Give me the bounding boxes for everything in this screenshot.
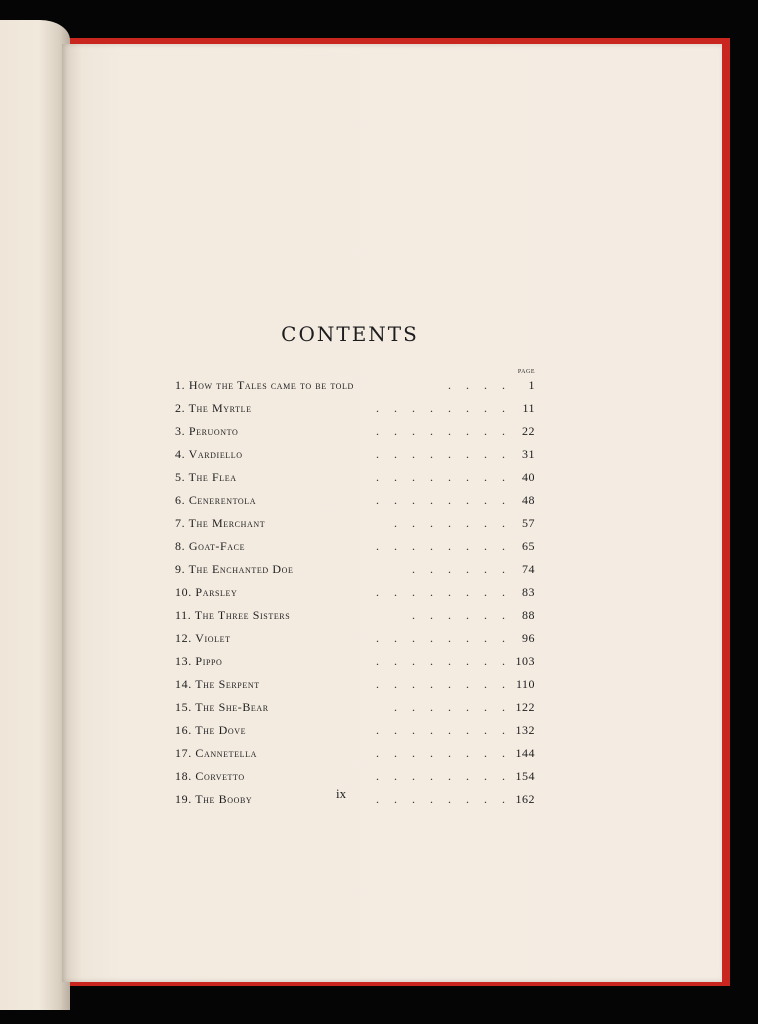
toc-entry (175, 558, 535, 581)
toc-entry (175, 420, 535, 443)
toc-entry-number: 16. (175, 723, 192, 737)
page-number: ix (336, 786, 347, 801)
toc-entry-page: 22 (522, 424, 535, 438)
left-page-curl (0, 20, 70, 1010)
toc-leader-dots: . . . . . . . . (376, 769, 505, 783)
toc-entry-name: The Booby (195, 792, 253, 806)
toc-entry-name: Parsley (195, 585, 238, 599)
toc-leader-dots: . . . . (448, 378, 505, 392)
toc-entry-title (175, 581, 237, 604)
toc-entry (175, 443, 535, 466)
toc-entry-page: 132 (515, 723, 535, 737)
toc-entry-title (175, 397, 252, 420)
toc-entry-page: 154 (515, 769, 535, 783)
toc-entry-name: Goat-Face (188, 539, 246, 553)
toc-entry-number: 3. (175, 424, 186, 438)
toc-entry-page: 74 (522, 562, 535, 576)
toc-leader-dots: . . . . . . . . (376, 746, 505, 760)
toc-entry-name: Cannetella (195, 746, 257, 760)
toc-entry-page: 1 (528, 378, 535, 392)
toc-entry (175, 604, 535, 627)
toc-entry-title (175, 558, 293, 581)
contents-list (175, 374, 535, 811)
toc-entry (175, 765, 535, 788)
toc-leader-dots: . . . . . . . . (376, 723, 505, 737)
toc-entry (175, 397, 535, 420)
toc-leader-dots: . . . . . . (412, 608, 505, 622)
toc-entry-page: 122 (515, 700, 535, 714)
toc-entry-number: 15. (175, 700, 192, 714)
toc-entry-title (175, 489, 256, 512)
toc-entry-number: 4. (175, 447, 186, 461)
toc-entry (175, 374, 535, 397)
toc-entry-name: The She-Bear (195, 700, 269, 714)
toc-leader-dots: . . . . . . (412, 562, 505, 576)
toc-entry-name: The Myrtle (188, 401, 252, 415)
toc-entry-number: 12. (175, 631, 192, 645)
toc-entry-title (175, 374, 354, 397)
toc-entry-page: 11 (522, 401, 535, 415)
toc-entry-number: 10. (175, 585, 192, 599)
toc-entry-number: 1. (175, 378, 186, 392)
toc-entry-title (175, 604, 290, 627)
toc-entry-page: 57 (522, 516, 535, 530)
toc-entry-page: 31 (522, 447, 535, 461)
toc-entry (175, 650, 535, 673)
toc-entry-number: 14. (175, 677, 192, 691)
toc-entry (175, 581, 535, 604)
toc-entry-name: How the Tales came to be told (188, 378, 354, 392)
toc-entry-title (175, 696, 269, 719)
toc-entry-title (175, 650, 222, 673)
toc-entry-name: Peruonto (188, 424, 239, 438)
toc-entry-number: 11. (175, 608, 192, 622)
toc-entry (175, 535, 535, 558)
toc-leader-dots: . . . . . . . . (376, 447, 505, 461)
toc-entry-number: 19. (175, 792, 192, 806)
toc-entry-number: 8. (175, 539, 186, 553)
toc-entry (175, 673, 535, 696)
toc-leader-dots: . . . . . . . . (376, 677, 505, 691)
toc-entry-name: The Serpent (195, 677, 260, 691)
toc-entry-number: 9. (175, 562, 186, 576)
toc-entry-name: Violet (195, 631, 231, 645)
toc-entry-number: 2. (175, 401, 186, 415)
toc-entry-name: Pippo (195, 654, 223, 668)
toc-leader-dots: . . . . . . . . (376, 493, 505, 507)
toc-entry-title (175, 535, 245, 558)
toc-entry-page: 88 (522, 608, 535, 622)
toc-leader-dots: . . . . . . . . (376, 539, 505, 553)
toc-leader-dots: . . . . . . . . (376, 470, 505, 484)
toc-leader-dots: . . . . . . . . (376, 585, 505, 599)
toc-entry-page: 144 (515, 746, 535, 760)
toc-entry-title (175, 788, 252, 811)
toc-leader-dots: . . . . . . . . (376, 424, 505, 438)
toc-entry-number: 18. (175, 769, 192, 783)
toc-leader-dots: . . . . . . . . (376, 631, 505, 645)
toc-entry-name: Corvetto (195, 769, 245, 783)
toc-entry-page: 96 (522, 631, 535, 645)
toc-entry-name: The Enchanted Doe (188, 562, 294, 576)
toc-entry (175, 512, 535, 535)
toc-leader-dots: . . . . . . . . (376, 654, 505, 668)
page-column-heading: PAGE (517, 369, 535, 375)
toc-entry-title (175, 466, 237, 489)
toc-entry (175, 742, 535, 765)
toc-entry-page: 48 (522, 493, 535, 507)
toc-entry-name: The Flea (188, 470, 237, 484)
toc-entry-title (175, 765, 245, 788)
toc-entry-title (175, 512, 265, 535)
toc-entry-title (175, 742, 257, 765)
toc-entry-number: 6. (175, 493, 186, 507)
toc-entry (175, 719, 535, 742)
toc-entry-page: 110 (515, 677, 535, 691)
toc-entry-name: The Dove (195, 723, 247, 737)
toc-entry-name: Cenerentola (188, 493, 257, 507)
toc-entry-page: 162 (515, 792, 535, 806)
toc-entry-name: The Merchant (188, 516, 266, 530)
page-title: CONTENTS (281, 322, 419, 346)
toc-entry (175, 788, 535, 811)
toc-entry (175, 696, 535, 719)
toc-entry-number: 17. (175, 746, 192, 760)
toc-entry-name: Vardiello (188, 447, 243, 461)
toc-entry-title (175, 420, 238, 443)
toc-entry (175, 466, 535, 489)
toc-entry-page: 40 (522, 470, 535, 484)
toc-entry-number: 13. (175, 654, 192, 668)
toc-entry-page: 103 (515, 654, 535, 668)
toc-leader-dots: . . . . . . . . (376, 792, 505, 806)
toc-entry-title (175, 627, 231, 650)
toc-entry-page: 65 (522, 539, 535, 553)
toc-entry-name: The Three Sisters (194, 608, 291, 622)
toc-leader-dots: . . . . . . . . (376, 401, 505, 415)
toc-entry (175, 489, 535, 512)
toc-entry-title (175, 673, 260, 696)
toc-entry (175, 627, 535, 650)
toc-entry-number: 5. (175, 470, 186, 484)
toc-entry-page: 83 (522, 585, 535, 599)
toc-entry-title (175, 719, 246, 742)
toc-leader-dots: . . . . . . . (394, 516, 505, 530)
toc-leader-dots: . . . . . . . (394, 700, 505, 714)
toc-entry-title (175, 443, 243, 466)
toc-entry-number: 7. (175, 516, 186, 530)
